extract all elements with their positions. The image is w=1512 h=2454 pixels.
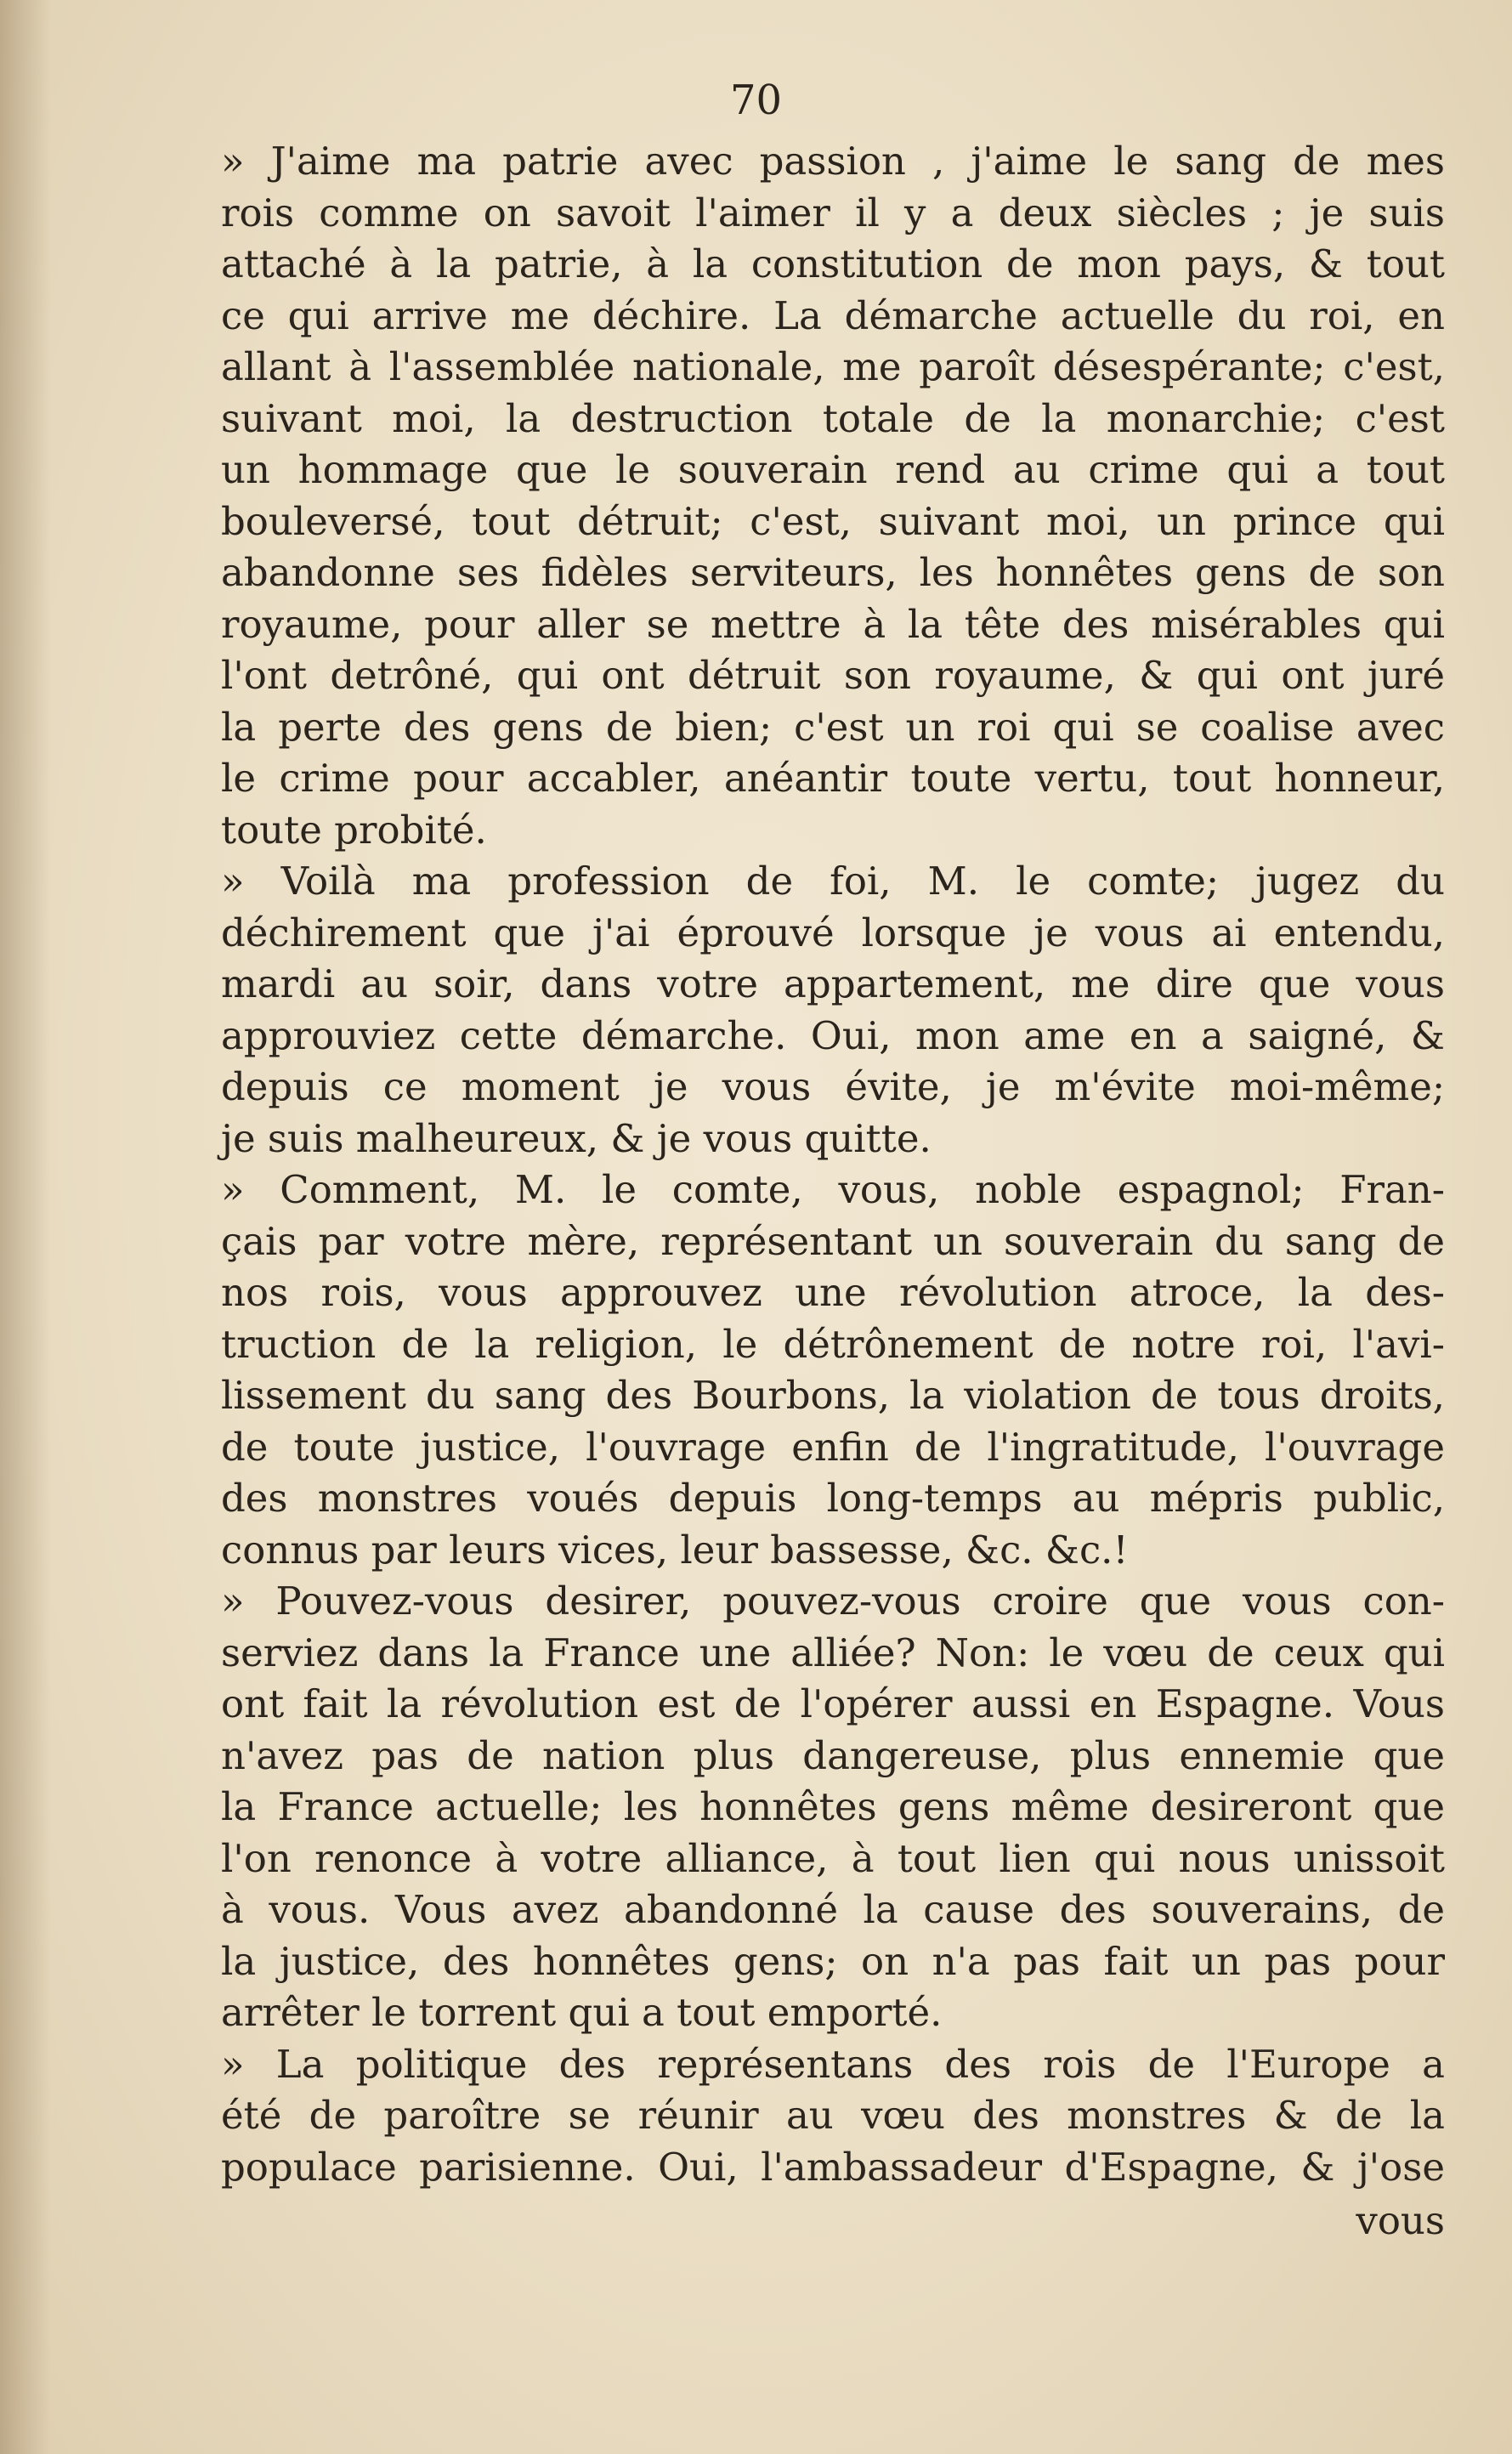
- text-line-last: je suis malheureux, & je vous quitte.: [221, 1115, 932, 1161]
- text-line: royaume, pour aller se mettre à la tête des misérables qui: [221, 601, 1445, 647]
- text-line: depuis ce moment je vous évite, je m'évite moi-même;: [221, 1064, 1445, 1109]
- paragraph-5: [170, 2039, 1445, 2194]
- text-line: la perte des gens de bien; c'est un roi qui se coalise avec: [221, 704, 1445, 750]
- paragraph-1: [170, 136, 1445, 856]
- text-line: approuviez cette démarche. Oui, mon ame en a saigné, &: [221, 1012, 1445, 1058]
- text-line: un hommage que le souverain rend au crime qui a tout: [221, 447, 1445, 492]
- text-line: ce qui arrive me déchire. La démarche actuelle du roi, en: [221, 292, 1445, 338]
- text-line: ont fait la révolution est de l'opérer aussi en Espagne. Vous: [221, 1681, 1445, 1726]
- text-line: mardi au soir, dans votre appartement, me dire que vous: [221, 961, 1445, 1006]
- text-line: abandonne ses fidèles serviteurs, les honnêtes gens de son: [221, 550, 1445, 595]
- paragraph-2: [170, 856, 1445, 1165]
- text-line: bouleversé, tout détruit; c'est, suivant moi, un prince qui: [221, 498, 1445, 544]
- text-line: déchirement que j'ai éprouvé lorsque je vous ai entendu,: [221, 910, 1445, 955]
- catchword: vous: [1356, 2198, 1445, 2243]
- text-line: populace parisienne. Oui, l'ambassadeur d'Espagne, & j'ose: [221, 2144, 1445, 2190]
- text-line: des monstres voués depuis long-temps au mépris public,: [221, 1476, 1445, 1521]
- text-line: nos rois, vous approuvez une révolution atroce, la des-: [221, 1270, 1445, 1315]
- text-line-last: connus par leurs vices, leur bassesse, &c. &c.!: [221, 1527, 1129, 1573]
- text-line: serviez dans la France une alliée? Non: le vœu de ceux qui: [221, 1629, 1445, 1675]
- text-line: » J'aime ma patrie avec passion , j'aime le sang de mes: [221, 139, 1445, 184]
- text-line-last: toute probité.: [221, 807, 487, 853]
- text-line-last: arrêter le torrent qui a tout emporté.: [221, 1990, 943, 2035]
- text-line: truction de la religion, le détrônement de notre roi, l'avi-: [221, 1321, 1445, 1367]
- text-line: çais par votre mère, représentant un souverain du sang de: [221, 1218, 1445, 1264]
- text-line: » Comment, M. le comte, vous, noble espagnol; Fran-: [221, 1167, 1445, 1212]
- text-line: lissement du sang des Bourbons, la violation de tous droits,: [221, 1373, 1445, 1418]
- text-line: suivant moi, la destruction totale de la monarchie; c'est: [221, 395, 1445, 441]
- text-line: » La politique des représentans des rois de l'Europe a: [221, 2041, 1445, 2087]
- paragraph-4: [170, 1576, 1445, 2039]
- text-line: de toute justice, l'ouvrage enfin de l'ingratitude, l'ouvrage: [221, 1424, 1445, 1470]
- page-number: 70: [729, 77, 783, 124]
- text-line: l'on renonce à votre alliance, à tout lien qui nous unissoit: [221, 1835, 1445, 1881]
- text-line: à vous. Vous avez abandonné la cause des souverains, de: [221, 1887, 1445, 1932]
- text-line: l'ont detrôné, qui ont détruit son royaume, & qui ont juré: [221, 653, 1445, 698]
- text-line: » Voilà ma profession de foi, M. le comte; jugez du: [221, 859, 1445, 904]
- text-line: la France actuelle; les honnêtes gens même desireront que: [221, 1784, 1445, 1829]
- text-line: été de paroître se réunir au vœu des monstres & de la: [221, 2093, 1445, 2138]
- text-line: la justice, des honnêtes gens; on n'a pas fait un pas pour: [221, 1938, 1445, 1984]
- text-line: le crime pour accabler, anéantir toute vertu, tout honneur,: [221, 756, 1445, 801]
- text-line: rois comme on savoit l'aimer il y a deux siècles ; je suis: [221, 190, 1445, 235]
- text-line: n'avez pas de nation plus dangereuse, plus ennemie que: [221, 1732, 1445, 1778]
- text-line: » Pouvez-vous desirer, pouvez-vous croire que vous con-: [221, 1578, 1445, 1624]
- text-line: attaché à la patrie, à la constitution de mon pays, & tout: [221, 241, 1445, 286]
- text-line: allant à l'assemblée nationale, me paroît désespérante; c'est,: [221, 344, 1445, 389]
- paragraph-3: [170, 1165, 1445, 1576]
- spine-shadow: [0, 0, 51, 2454]
- body-text: [170, 136, 1445, 2193]
